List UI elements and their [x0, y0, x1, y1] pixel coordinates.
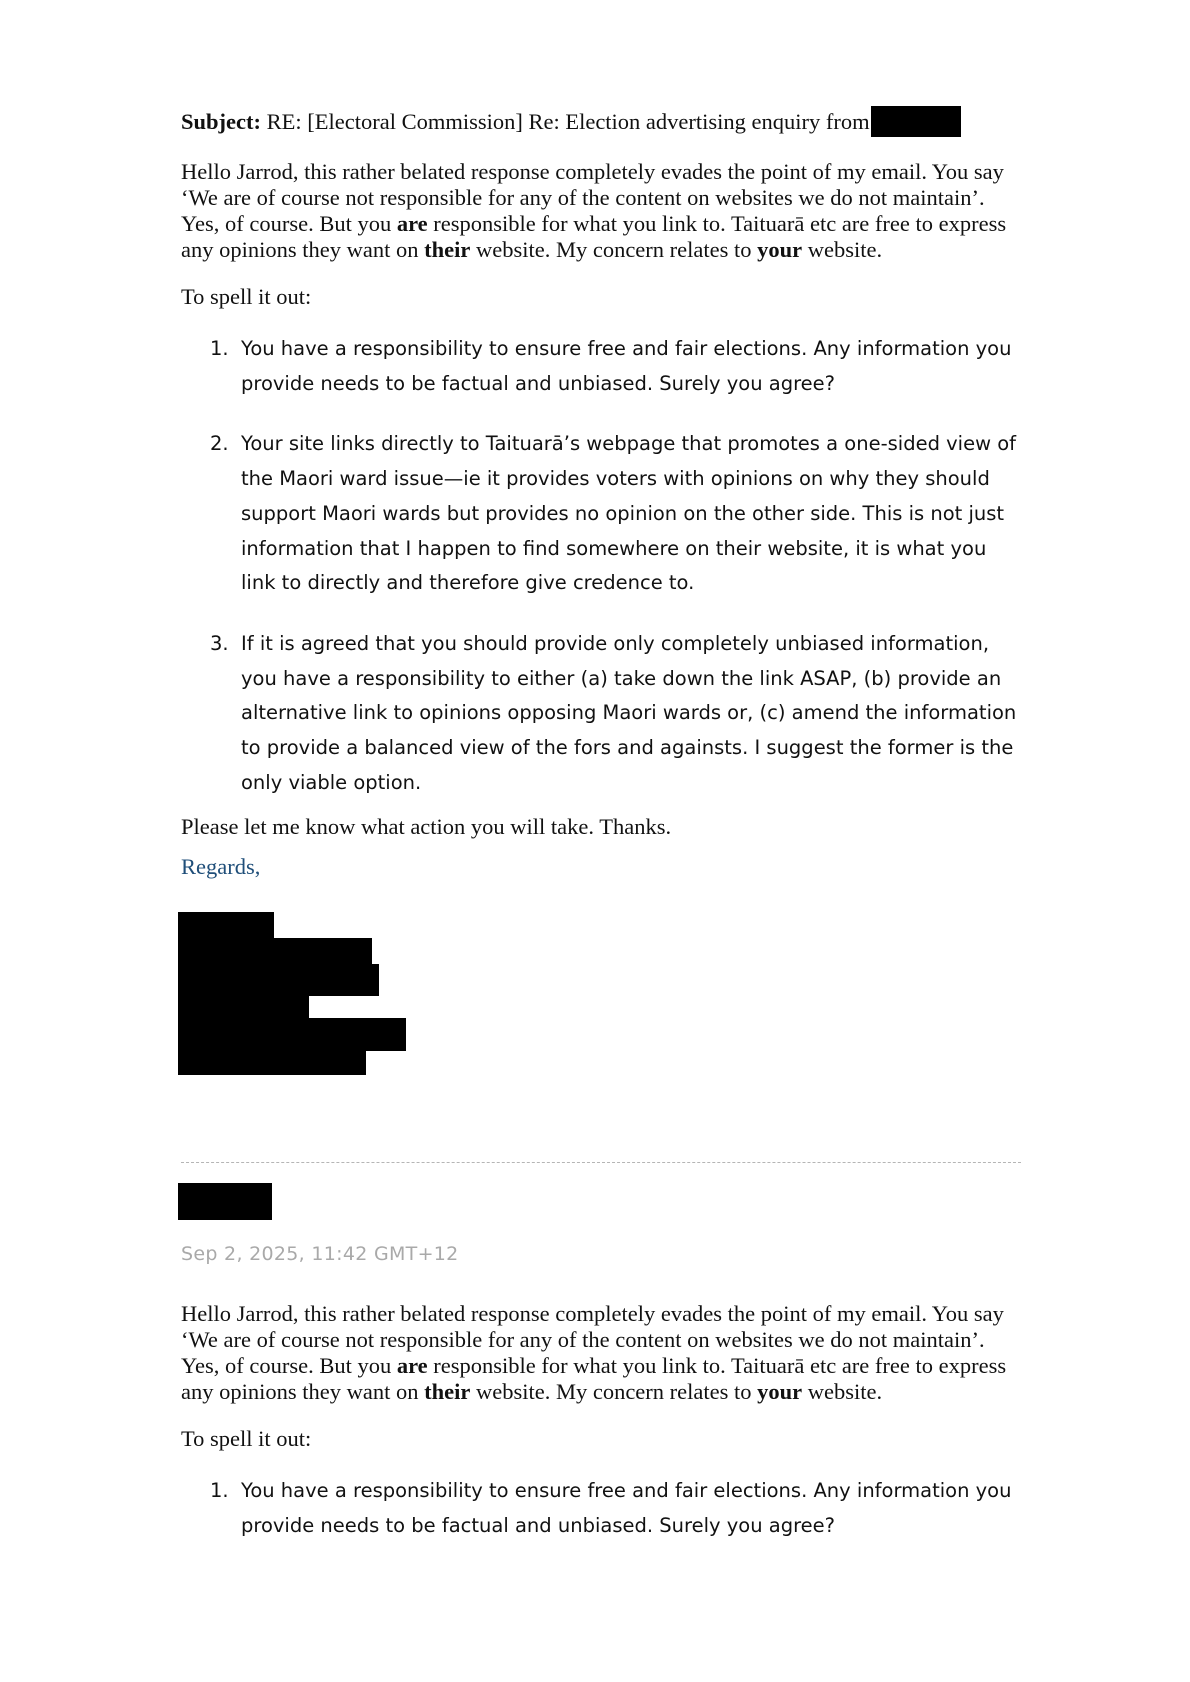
list-item [181, 332, 1021, 401]
subject-text: RE: [Electoral Commission] Re: Election advertising enquiry from [261, 109, 870, 134]
list-number: 2. [210, 432, 229, 456]
list-item [181, 1474, 1021, 1543]
paragraph-text: Hello Jarrod, this rather belated response completely evades the point of my email. You say ‘We are of course not responsible for any of the content on websites we do not maintain’. Yes, of course. But you [181, 159, 1004, 236]
list-text: You have a responsibility to ensure free and fair elections. Any information you provide needs to be factual and unbiased. Surely you agree? [241, 337, 1012, 395]
redacted-quoted-sender [178, 1183, 272, 1220]
closing-line: Please let me know what action you will take. Thanks. [181, 814, 672, 840]
reply-message [181, 106, 1021, 880]
numbered-points [181, 1474, 1021, 1543]
list-text: You have a responsibility to ensure free and fair elections. Any information you provide needs to be factual and unbiased. Surely you agree? [241, 1479, 1012, 1537]
quoted-timestamp: Sep 2, 2025, 11:42 GMT+12 [181, 1243, 459, 1265]
paragraph-text: responsible for what you link to. Taituarā etc are free to express any opinions they want on [181, 211, 1007, 262]
emphasis-their: their [424, 237, 471, 262]
regards-signoff: Regards, [181, 854, 261, 880]
paragraph-text: responsible for what you link to. Taituarā etc are free to express any opinions they want on [181, 1353, 1007, 1404]
subject-label: Subject: [181, 109, 261, 134]
list-number: 1. [210, 337, 229, 360]
list-text: Your site links directly to Taituarā’s webpage that promotes a one-sided view of the Maori ward issue—ie it provides voters with opinions on why they should support Maori wards but provides no opinion on the other side. This is not just information that I happen to find somewhere on their website, it is what you link to directly and therefore give credence to. [241, 432, 1017, 595]
numbered-points [181, 332, 1021, 800]
list-number: 1. [210, 1479, 229, 1502]
paragraph-text: website. My concern relates to [470, 237, 758, 262]
spell-out-line: To spell it out: [181, 284, 312, 309]
redaction-bar [178, 912, 274, 938]
paragraph-text: website. My concern relates to [470, 1379, 758, 1404]
redaction-bar [178, 1051, 366, 1075]
quoted-message [181, 1301, 1021, 1569]
emphasis-are: are [396, 211, 428, 236]
redaction-bar [178, 938, 372, 964]
list-item [181, 627, 1021, 801]
emphasis-are: are [396, 1353, 428, 1378]
email-subject [181, 106, 1021, 137]
paragraph-text: website. [802, 237, 883, 262]
emphasis-their: their [424, 1379, 471, 1404]
quoted-paragraph [181, 1301, 1021, 1405]
emphasis-your: your [757, 1379, 803, 1404]
redaction-bar [178, 964, 379, 996]
redacted-sender-name [871, 106, 961, 137]
redaction-bar [178, 996, 309, 1018]
emphasis-your: your [757, 237, 803, 262]
reply-paragraph [181, 159, 1021, 263]
paragraph-text: website. [802, 1379, 883, 1404]
list-item [181, 427, 1021, 601]
paragraph-text: Hello Jarrod, this rather belated response completely evades the point of my email. You say ‘We are of course not responsible for any of the content on websites we do not maintain’. Yes, of course. But you [181, 1301, 1004, 1378]
redaction-bar [178, 1018, 406, 1051]
spell-out-line: To spell it out: [181, 1426, 312, 1451]
list-number: 3. [210, 631, 229, 655]
list-text: If it is agreed that you should provide only completely unbiased information, you have a responsibility to either (a) take down the link ASAP, (b) provide an alternative link to opinions opposing Maori wards or, (c) amend the information to provide a balanced view of the fors and againsts. I suggest the former is the only viable option. [241, 631, 1017, 794]
quote-divider [181, 1162, 1021, 1163]
